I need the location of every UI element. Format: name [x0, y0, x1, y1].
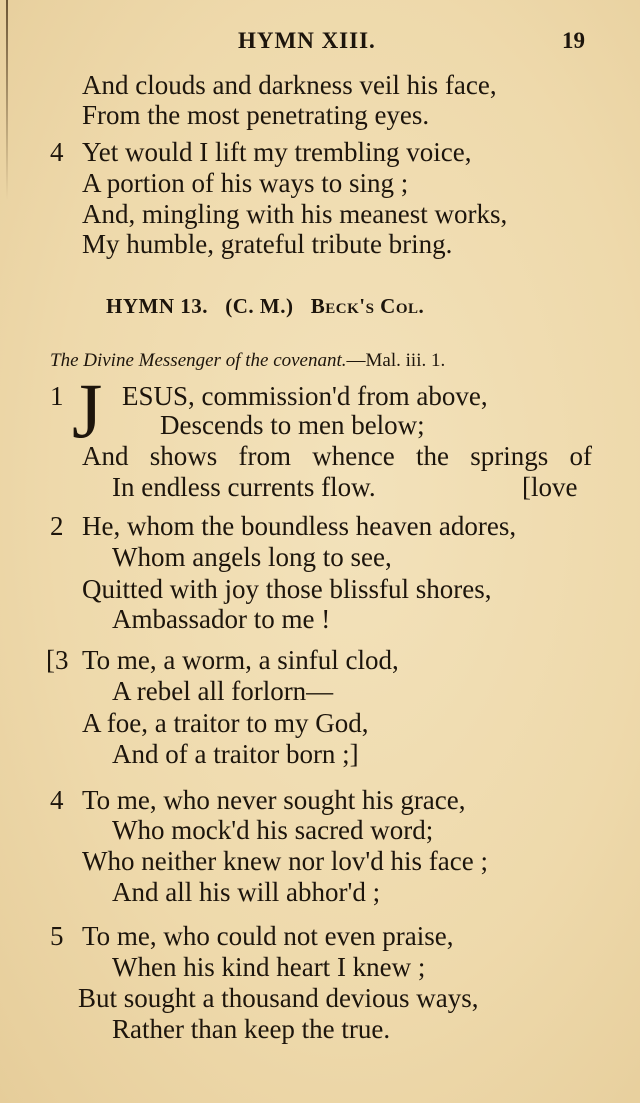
verse-line: Who neither knew nor lov'd his face ; — [82, 846, 488, 876]
verse-line: Whom angels long to see, — [112, 542, 392, 572]
verse-line: A rebel all forlorn— — [112, 676, 334, 706]
stanza-number: 4 — [50, 785, 64, 815]
verse-line: Descends to men below; — [160, 410, 425, 440]
verse-line: Ambassador to me ! — [112, 604, 331, 634]
verse-line: And, mingling with his meanest works, — [82, 199, 508, 229]
stanza-number: 4 — [50, 137, 64, 167]
verse-line: Rather than keep the true. — [112, 1014, 391, 1044]
hymn-source: Beck's Col. — [310, 294, 425, 318]
verse-line: From the most penetrating eyes. — [82, 100, 430, 130]
verse-line: When his kind heart I knew ; — [112, 952, 426, 982]
stanza-number: 2 — [50, 511, 64, 541]
page-number: 19 — [562, 28, 585, 53]
verse-line: He, whom the boundless heaven adores, — [82, 511, 517, 541]
subtitle-text: The Divine Messenger of the covenant. — [50, 350, 347, 371]
verse-line: A portion of his ways to sing ; — [82, 168, 409, 198]
verse-line: But sought a thousand devious ways, — [78, 983, 479, 1013]
stanza-number: [3 — [46, 645, 69, 675]
running-head: HYMN XIII. — [238, 28, 376, 53]
verse-line: A foe, a traitor to my God, — [82, 708, 369, 738]
verse-line: ESUS, commission'd from above, — [122, 381, 488, 411]
verse-line: And all his will abhor'd ; — [112, 877, 381, 907]
stanza-number: 1 — [50, 381, 64, 411]
verse-line: My humble, grateful tribute bring. — [82, 229, 453, 259]
verse-line: To me, who could not even praise, — [82, 921, 454, 951]
verse-line: Who mock'd his sacred word; — [112, 815, 434, 845]
verse-line: And of a traitor born ;] — [112, 739, 359, 769]
drop-cap: J — [72, 367, 103, 454]
page-edge — [6, 0, 8, 200]
verse-line-text: And shows from whence the springs of — [82, 441, 592, 471]
verse-line: To me, a worm, a sinful clod, — [82, 645, 399, 675]
turnover-word: [love — [522, 472, 578, 502]
verse-line: Quitted with joy those blissful shores, — [82, 574, 492, 604]
verse-line: And clouds and darkness veil his face, — [82, 70, 497, 100]
scripture-reference: —Mal. iii. 1. — [346, 350, 446, 371]
hymn-subtitle — [50, 350, 445, 372]
hymn-title — [106, 294, 424, 319]
hymn-title-number: HYMN 13. (C. M.) — [106, 294, 311, 318]
stanza-number: 5 — [50, 921, 64, 951]
verse-line: Yet would I lift my trembling voice, — [82, 137, 472, 167]
verse-line: To me, who never sought his grace, — [82, 785, 466, 815]
verse-line — [82, 441, 592, 472]
verse-line: In endless currents flow. — [112, 472, 376, 502]
